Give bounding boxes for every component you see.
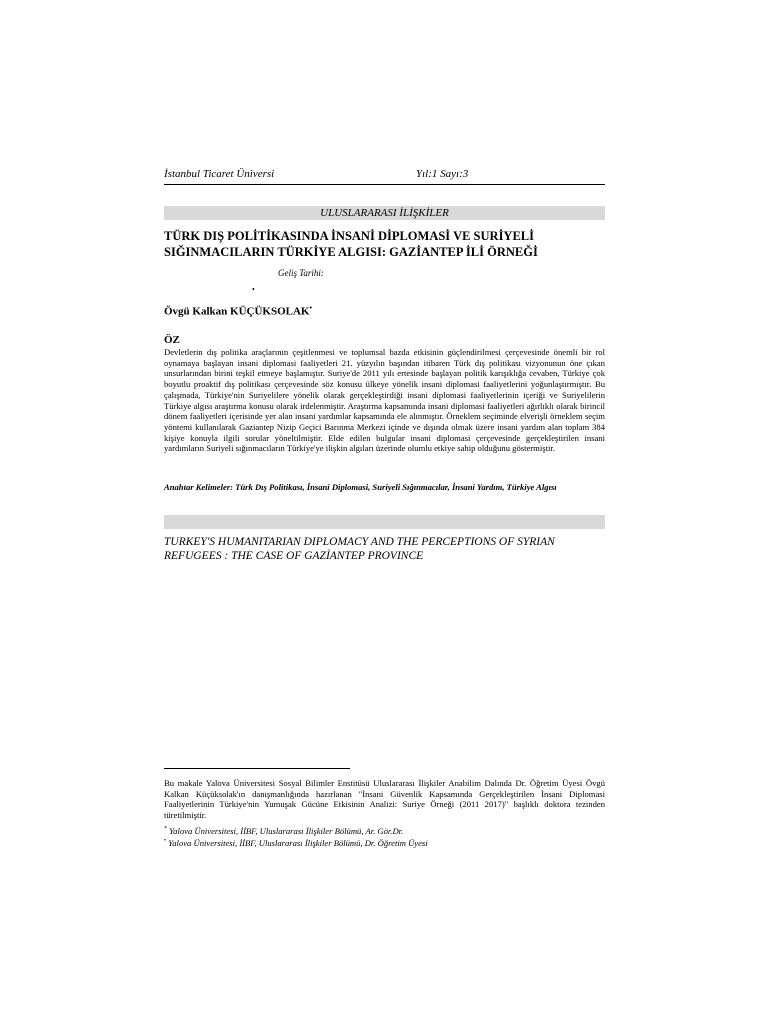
footnote-rule bbox=[164, 768, 350, 769]
english-title: TURKEY'S HUMANITARIAN DIPLOMACY AND THE PERCEPTIONS OF SYRIAN REFUGEES : THE CASE OF GAZİANTEP PROVINCE bbox=[164, 536, 555, 562]
affiliation-footnote-1 bbox=[164, 826, 403, 836]
section-label: ULUSLARARASI İLİŞKİLER bbox=[164, 206, 605, 220]
footnote-text: Bu makale Yalova Üniversitesi Sosyal Bilimler Enstitüsü Uluslararası İlişkiler Anabilim Dalında Dr. Öğretim Üyesi Övgü Kalkan Küçüksolak'ın danışmanlığında hazırlanan "İnsani Güvenlik Kapsamında Gerçekleştirilen İnsani Diplomasi Faaliyetlerinin Türkiye'nin Yumuşak Gücüne Etkisinin Analizi: Suriye Örneği (2011 2017)" başlıklı doktora tezinden türetilmiştir. bbox=[164, 778, 605, 821]
author-footnote-mark: • bbox=[309, 304, 312, 312]
affiliation-text: Yalova Üniversitesi, İİBF, Uluslararası İlişkiler Bölümü, Dr. Öğretim Üyesi bbox=[168, 838, 428, 848]
keywords: Anahtar Kelimeler: Türk Dış Politikası, İnsani Diplomasi, Suriyeli Sığınmacılar, İnsani Yardım, Türkiye Algısı bbox=[164, 482, 557, 492]
article-title: TÜRK DIŞ POLİTİKASINDA İNSANİ DİPLOMASİ VE SURİYELİ SIĞINMACILARIN TÜRKİYE ALGISI: GAZİANTEP İLİ ÖRNEĞİ bbox=[164, 229, 538, 259]
running-header bbox=[164, 168, 605, 185]
abstract-heading: ÖZ bbox=[164, 334, 180, 346]
received-date-label: Geliş Tarihi: bbox=[278, 268, 324, 278]
affiliation-text: Yalova Üniversitesi, İİBF, Uluslararası İlişkiler Bölümü, Ar. Gör.Dr. bbox=[169, 826, 404, 836]
affiliation-mark: • bbox=[164, 838, 167, 845]
english-section-band bbox=[164, 515, 605, 529]
bullet-mark: • bbox=[252, 285, 255, 294]
author-name bbox=[164, 304, 312, 318]
affiliation-mark: * bbox=[164, 826, 167, 833]
volume-issue: Yıl:1 Sayı:3 bbox=[416, 168, 469, 180]
abstract-text: Devletlerin dış politika araçlarının çeşitlenmesi ve toplumsal bazda etkisinin güçlendirilmesi çerçevesinde önemli bir rol oynamaya başlayan insani diplomasi faaliyetleri 21. yüzyılın başından itibaren Türk dış politikası vizyonunun öne çıkan unsurlarından birini teşkil etmeye başlamıştır. Suriye'de 2011 yılı ertesinde başlayan politik karışıklığa cevaben, Türkiye çok boyutlu proaktif dış politikası çerçevesinde söz konusu ülkeye yönelik insani diplomasi faaliyetlerini yoğunlaştırmıştır. Bu çalışmada, Türkiye'nin Suriyelilere yönelik olarak gerçekleştirdiği insani diplomasi faaliyetlerinin içeriği ve Suriyelilerin Türkiye algısı araştırma konusu olarak irdelenmiştir. Araştırma kapsamında insani diplomasi faaliyetleri ağırlıklı olarak birincil dönem faaliyetleri içerisinde yer alan insani yardımlar kapsamında ele alınmıştır. Örneklem seçiminde elverişli örneklem seçim yöntemi kullanılarak Gaziantep Nizip Geçici Barınma Merkezi içinde ve dışında olmak üzere insani yardım alan toplam 384 kişiye konuyla ilgili sorular yöneltilmiştir. Elde edilen bulgular insani diplomasi çerçevesinde gerçekleştirilen insani yardımların Suriyeli sığınmacıların Türkiye'ye ilişkin algıları üzerinde olumlu etkiye sahip olduğunu göstermiştir. bbox=[164, 347, 605, 454]
journal-name: İstanbul Ticaret Üniversi bbox=[164, 168, 275, 180]
author-name-text: Övgü Kalkan KÜÇÜKSOLAK bbox=[164, 305, 310, 318]
affiliation-footnote-2 bbox=[164, 838, 428, 848]
